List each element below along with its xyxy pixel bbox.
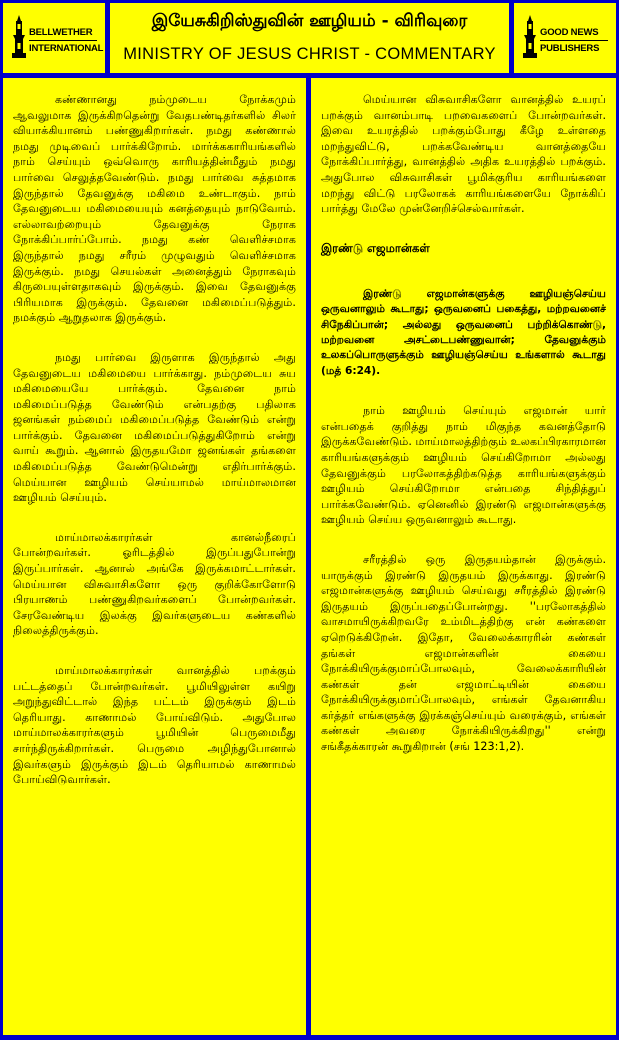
right-logo-rule <box>540 40 608 41</box>
left-paragraph-4: மாய்மாலக்காரர்கள் வானத்தில் பறக்கும் பட்டத்தைப் போன்றவர்கள். பூமியிலுள்ள கயிறு அறுந்துவிட்டால் இந்த பட்டம் இருக்கும் இடம் தெரியாது. காணாமல் போய்விடும். அதுபோல மாய்மாலக்காரர்களும் பூமியின் பெருமைமீது சார்ந்திருக்கிறார்கள். பெருமை அழிந்துபோனால் இவர்களும் இருக்கும் இடம் தெரியாமல் காணாமல் போய்விடுவார்கள். <box>13 664 296 787</box>
header-title-box <box>110 3 509 73</box>
left-paragraph-1: கண்ணானது நம்முடைய நோக்கமும் ஆவலுமாக இருக்கிறதென்று வேதபண்டிதர்களில் சிலர் வியாக்கியானம் பண்ணுகிறார்கள். நமது கண்ணால் நமது முடிவைப் பார்க்கிறோம். மார்க்ககாரியங்களில் நாம் செய்யும் ஒவ்வொரு காரியத்தின்மீதும் நமது பார்வை செலுத்தவேண்டும். நமது பார்வை சுத்தமாக இருந்தால் தேவனுக்கு மகிமை உண்டாகும். நாம் தேவனுடைய மகிமையையும் கனத்தையும் நாடுவோம். எல்லாவற்றையும் தேவனுக்கு நேராக நோக்கிப்பார்ப்போம். நமது கண் வெளிச்சமாக இருந்தால் நமது சரீரம் முழுவதும் வெளிச்சமாக இருக்கும். நமது செயல்கள் அனைத்தும் நேராகவும் கிருபையுள்ளதாகவும் இருக்கும். இவை தேவனுக்கு பிரியமாக இருக்கும். தேவனை மகிமைப்படுத்தும். நமக்கும் ஆறுதலாக இருக்கும். <box>13 93 296 325</box>
right-column <box>311 78 616 1035</box>
good-news-logo <box>518 15 612 63</box>
tower-icon <box>11 15 27 61</box>
right-logo-line2: PUBLISHERS <box>540 43 600 54</box>
left-paragraph-3: மாய்மாலக்காரர்கள் கானல்நீரைப் போன்றவர்கள். ஓரிடத்தில் இருப்பதுபோன்று இருப்பார்கள். ஆனால் அங்கே இருக்கமாட்டார்கள். மெய்யான விசுவாசிகளோ ஒரு குறிக்கோளோடு பிரயாணம் பண்ணுகிறவர்களைப் போன்றவர்கள். சேரவேண்டிய இலக்கு இவர்களுடைய கண்களில் நிலைத்திருக்கும். <box>13 530 296 638</box>
scripture-quote: இரண்டு எஜமான்களுக்கு ஊழியஞ்செய்ய ஒருவனாலும் கூடாது; ஒருவனைப் பகைத்து, மற்றவனைச் சிநேகிப்பான்; அல்லது ஒருவனைப் பற்றிக்கொண்டு, மற்றவனை அசட்டைபண்ணுவான்; தேவனுக்கும் உலகப்பொருளுக்கும் ஊழியஞ்செய்ய உங்களால் கூடாது (மத் 6:24). <box>321 287 606 377</box>
left-paragraph-2: நமது பார்வை இருளாக இருந்தால் அது தேவனுடைய மகிமையை பார்க்காது. நம்முடைய சுய மகிமையையே பார்க்கும். தேவனை நாம் மகிமைப்படுத்த வேண்டும் என்பதற்கு பதிலாக ஜனங்கள் நம்மைப் மகிமைப்படுத்த வேண்டும் என்று பார்க்கும். தேவனை மகிமைப்படுத்துகிறோம் என்று வாய் கூறும். ஆனால் இருதயமோ ஜனங்கள் தங்களை மகிமைப்படுத்த வேண்டுமென்று எதிர்பார்க்கும். மெய்யான ஊழியம் செய்யாமல் மாய்மாலமான ஊழியம் செய்யும். <box>13 350 296 505</box>
section-heading: இரண்டு எஜமான்கள் <box>321 240 430 255</box>
right-paragraph-2: சரீரத்தில் ஒரு இருதயம்தான் இருக்கும். யாருக்கும் இரண்டு இருதயம் இருக்காது. இரண்டு எஜமான்களுக்கு ஊழியம் செய்வது சரீரத்தில் இரண்டு இருதயம் இருப்பதைப்போன்றது. ''பரலோகத்தில் வாசமாயிருக்கிறவரே உம்மிடத்திற்கு என் கண்களை ஏறெடுக்கிறேன். இதோ, வேலைக்காரரின் கண்கள் தங்கள் எஜமான்களின் கையை நோக்கியிருக்குமாப்போலவும், வேலைக்காரியின் கண்கள் தன் எஜமாட்டியின் கையை நோக்கியிருக்குமாப்போலவும், எங்கள் தேவனாகிய கர்த்தர் எங்களுக்கு இரக்கஞ்செய்யும் வரைக்கும், எங்கள் கண்கள் அவரை நோக்கியிருக்கிறது'' என்று சங்கீதக்காரன் கூறுகிறான் (சங் 123:1,2). <box>321 552 606 754</box>
left-logo-line1: BELLWETHER <box>29 27 93 38</box>
bellwether-logo <box>7 15 104 63</box>
left-column <box>3 78 306 1035</box>
left-logo-line2: INTERNATIONAL <box>29 43 104 54</box>
right-intro-paragraph: மெய்யான விசுவாசிகளோ வானத்தில் உயரப் பறக்கும் வானம்பாடி பறவைகளைப் போன்றவர்கள். இவை உயரத்தில் பறக்கும்போது கீழே உள்ளதை மறந்துவிட்டு, பறக்கவேண்டிய வானத்தையே நோக்கிப்பார்த்து, வானத்தில் அதிக உயரத்தில் பறக்கும். அதுபோல விசுவாசிகள் பூமிக்குரிய காரியங்களை மறந்து விட்டு பரலோகக் காரியங்களையே நோக்கிப் பார்த்து மேலே முன்னேறிச்செல்வார்கள். <box>321 93 606 216</box>
tower-icon <box>522 15 538 61</box>
right-paragraph-1: நாம் ஊழியம் செய்யும் எஜமான் யார் என்பதைக் குறித்து நாம் மிகுந்த கவனத்தோடு இருக்கவேண்டும். மாய்மாலத்திற்கும் உலகப்பிரகாரமான காரியங்களுக்கும் ஊழியம் செய்கிறோமா அல்லது தேவனுக்கும் பரலோகத்திற்கடுத்த காரியங்களுக்கும் ஊழியம் செய்கிறோமா என்பதை சிந்தித்துப் பார்க்கவேண்டும். ஏனெனில் இரண்டு எஜமான்களுக்கு ஊழியம் செய்ய ஒருவனாலும் கூடாது. <box>321 404 607 527</box>
right-logo-line1: GOOD NEWS <box>540 27 599 38</box>
page-title-english: MINISTRY OF JESUS CHRIST - COMMENTARY <box>123 45 496 63</box>
header-left-logo-box <box>3 3 105 73</box>
left-logo-rule <box>29 40 97 41</box>
header-right-logo-box <box>514 3 616 73</box>
page-title-tamil: இயேசுகிறிஸ்துவின் ஊழியம் - விரிவுரை <box>151 11 468 31</box>
